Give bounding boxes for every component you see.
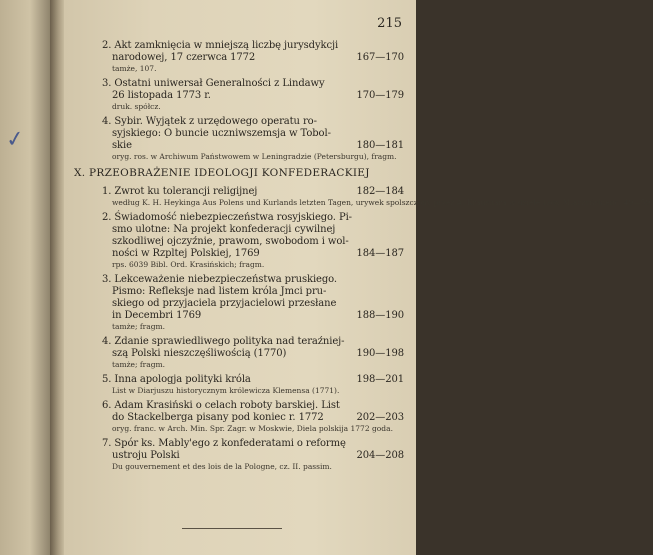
toc-entry-source: oryg. ros. w Archiwum Państwowem w Leningradzie (Petersburgu), fragm. [112,152,397,161]
toc-entry-text: 3. Ostatni uniwersał Generalności z Lindawy [102,78,325,89]
toc-entry-line [102,116,404,128]
toc-entry-line [112,298,404,310]
toc-entry [102,400,404,434]
toc-entry-line [112,348,404,360]
left-page-edge [0,0,50,555]
toc-entry-pages: 184—187 [356,248,404,259]
toc-entry-text: 3. Lekceważenie niebezpieczeństwa pruskiego. [102,274,337,285]
toc-entry-source: oryg. franc. w Arch. Min. Spr. Zagr. w Moskwie, Diela polskija 1772 goda. [112,424,393,433]
toc-entry-source: druk. spółcz. [112,102,161,111]
toc-entry-text: ności w Rzpltej Polskiej, 1769 [112,248,260,259]
toc-entry-line [112,236,404,248]
toc-entry-text: Pismo: Refleksje nad listem króla Jmci pru- [112,286,327,297]
toc-entry-text: szkodliwej ojczyźnie, prawom, swobodom i wol- [112,236,349,247]
toc-entry-text: 6. Adam Krasiński o celach roboty barskiej. List [102,400,340,411]
check-mark-icon: ✓ [4,126,27,154]
toc-entry-line [112,224,404,236]
toc-entry-text: syjskiego: O buncie uczniwszemsja w Tobol- [112,128,331,139]
toc-entry [102,212,404,270]
toc-entry [102,374,404,396]
book-page [64,0,653,555]
toc-entry-line [102,400,404,412]
toc-entry-line [112,286,404,298]
toc-entry [102,336,404,370]
toc-entry-line [112,90,404,102]
toc-entry-line [112,248,404,260]
bottom-rule [182,528,282,529]
toc-entry-text: 4. Sybir. Wyjątek z urzędowego operatu ro- [102,116,317,127]
toc-entry [102,274,404,332]
table-of-contents [74,40,653,476]
toc-entry-source: Du gouvernement et des lois de la Pologne, cz. II. passim. [112,462,332,471]
toc-entry-text: 26 listopada 1773 r. [112,90,211,101]
toc-entry-text: 4. Zdanie sprawiedliwego polityka nad teraźniej- [102,336,345,347]
toc-entry-line [102,438,404,450]
toc-entry-text: skie [112,140,132,151]
toc-entry-pages: 182—184 [356,186,404,197]
toc-entry-text: 7. Spór ks. Mably'ego z konfederatami o reformę [102,438,346,449]
section-heading: X. PRZEOBRAŻENIE IDEOLOGJI KONFEDERACKIEJ [74,167,370,179]
toc-entry-pages: 170—179 [356,90,404,101]
toc-entry-line [102,40,404,52]
toc-entry-line [112,310,404,322]
toc-entry-text: narodowej, 17 czerwca 1772 [112,52,256,63]
toc-entry [102,438,404,472]
toc-entry-line [102,274,404,286]
toc-entry-pages: 198—201 [356,374,404,385]
toc-entry-pages: 180—181 [356,140,404,151]
toc-entry-source: według K. H. Heykinga Aus Polens und Kurlands letzten Tagen, urywek spolszczony przez A. Kraushara w dziele Losy Miączyńskiego, 49—59. [112,198,653,207]
toc-entry-source: List w Diarjuszu historycznym królewicza Klemensa (1771). [112,386,340,395]
toc-entry-source: tamże; fragm. [112,360,166,369]
toc-entry-line [102,186,404,198]
toc-entry-line [102,212,404,224]
toc-entry-line [102,374,404,386]
toc-entry-pages: 190—198 [356,348,404,359]
toc-entry-source: tamże, 107. [112,64,157,73]
page-number: 215 [377,16,402,31]
toc-entry-line [112,412,404,424]
toc-entry-text: do Stackelberga pisany pod koniec r. 1772 [112,412,324,423]
toc-entry-line [112,450,404,462]
toc-entry-line [102,78,404,90]
toc-entry-source: tamże; fragm. [112,322,166,331]
toc-entry-pages: 188—190 [356,310,404,321]
toc-entry [102,116,404,162]
toc-entry-line [112,128,404,140]
toc-entry-text: smo ulotne: Na projekt konfederacji cywilnej [112,224,336,235]
toc-entry-text: ustroju Polski [112,450,180,461]
toc-entry-text: 2. Akt zamknięcia w mniejszą liczbę jurysdykcji [102,40,339,51]
toc-entry-pages: 202—203 [356,412,404,423]
toc-entry-text: in Decembri 1769 [112,310,202,321]
toc-entry-pages: 204—208 [356,450,404,461]
toc-entry-text: szą Polski nieszczęśliwością (1770) [112,348,287,359]
toc-entry-line [112,140,404,152]
toc-entry-text: skiego od przyjaciela przyjacielowi przesłane [112,298,337,309]
toc-entry [102,40,404,74]
toc-entry-line [112,52,404,64]
toc-entry-text: 2. Świadomość niebezpieczeństwa rosyjskiego. Pi- [102,212,352,223]
toc-entry-source: rps. 6039 Bibl. Ord. Krasińskich; fragm. [112,260,265,269]
toc-entry-line [102,336,404,348]
toc-entry-pages: 167—170 [356,52,404,63]
toc-entry-text: 5. Inna apologja polityki króla [102,374,251,385]
toc-entry [102,78,404,112]
book-gutter [50,0,64,555]
toc-entry [102,186,653,208]
toc-entry-text: 1. Zwrot ku tolerancji religijnej [102,186,258,197]
